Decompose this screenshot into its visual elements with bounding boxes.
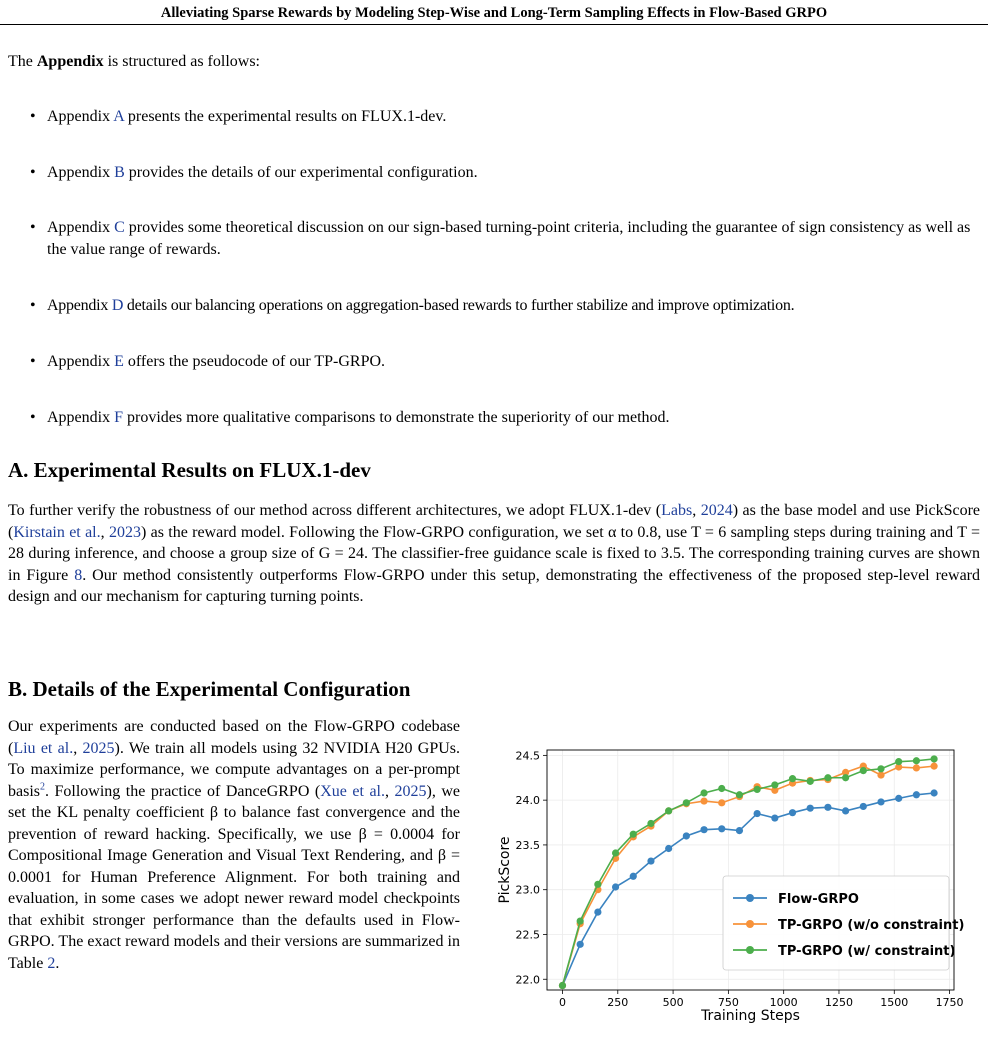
- data-point: [559, 982, 566, 989]
- item-prefix: Appendix: [47, 108, 114, 125]
- data-point: [824, 804, 831, 811]
- data-point: [754, 810, 761, 817]
- data-point: [771, 781, 778, 788]
- data-point: [612, 883, 619, 890]
- data-point: [913, 764, 920, 771]
- cite-liu[interactable]: Liu et al.: [13, 739, 74, 757]
- text-run: ,: [692, 502, 701, 519]
- cite-xue[interactable]: Xue et al.: [320, 782, 386, 800]
- intro-bold: Appendix: [36, 53, 104, 70]
- data-point: [594, 881, 601, 888]
- appendix-link-d[interactable]: D: [111, 297, 124, 314]
- cite-kirstain-year[interactable]: 2023: [108, 523, 141, 541]
- data-point: [824, 774, 831, 781]
- appendix-link-a[interactable]: A: [113, 108, 124, 125]
- y-tick-label: 22.0: [515, 973, 540, 987]
- data-point: [647, 857, 654, 864]
- bullet-icon: •: [30, 164, 36, 181]
- appendix-link-b[interactable]: B: [114, 164, 125, 181]
- intro-after: is structured as follows:: [103, 53, 260, 70]
- data-point: [736, 791, 743, 798]
- data-point: [789, 775, 796, 782]
- x-tick-label: 1500: [880, 996, 909, 1009]
- data-point: [807, 805, 814, 812]
- x-tick-label: 1000: [769, 996, 798, 1009]
- cite-kirstain[interactable]: Kirstain et al.: [13, 523, 101, 541]
- text-run: Our experiments are conducted based on the Flow-GRPO codebase (: [8, 718, 460, 757]
- item-text: presents the experimental results on FLUX.1-dev.: [123, 108, 447, 125]
- data-point: [789, 809, 796, 816]
- data-point: [736, 827, 743, 834]
- x-tick-label: 1250: [824, 996, 853, 1009]
- data-point: [718, 785, 725, 792]
- appendix-link-e[interactable]: E: [114, 353, 124, 370]
- pickscore-training-chart: [488, 738, 980, 1028]
- text-run: .: [55, 954, 60, 972]
- y-tick-label: 24.5: [515, 749, 540, 763]
- section-b-paragraph: [8, 716, 460, 1042]
- data-point: [630, 831, 637, 838]
- item-prefix: Appendix: [47, 219, 115, 236]
- y-tick-label: 24.0: [515, 794, 540, 808]
- data-point: [913, 757, 920, 764]
- item-text: provides more qualitative comparisons to demonstrate the superiority of our method.: [123, 409, 670, 426]
- text-run: To further verify the robustness of our method across different architectures, we adopt FLUX.1-dev (: [8, 502, 662, 519]
- section-a-paragraph: [8, 500, 980, 608]
- cite-xue-year[interactable]: 2025: [394, 782, 427, 800]
- data-point: [860, 803, 867, 810]
- item-prefix: Appendix: [47, 297, 112, 314]
- text-run: . Following the practice of DanceGRPO (: [45, 782, 321, 800]
- item-text: provides the details of our experimental configuration.: [124, 164, 478, 181]
- bullet-icon: •: [30, 219, 36, 236]
- data-point: [647, 820, 654, 827]
- cite-liu-year[interactable]: 2025: [82, 739, 115, 757]
- data-point: [718, 799, 725, 806]
- data-point: [630, 873, 637, 880]
- data-point: [665, 807, 672, 814]
- bullet-icon: •: [30, 409, 36, 426]
- data-point: [877, 765, 884, 772]
- section-b-title: B. Details of the Experimental Configuration: [8, 677, 411, 701]
- footnote-ref[interactable]: 2: [40, 781, 45, 793]
- data-point: [877, 771, 884, 778]
- text-run: ) as the base model and use PickScore (: [8, 502, 980, 541]
- x-axis-label: Training Steps: [701, 1008, 800, 1024]
- item-prefix: Appendix: [47, 164, 115, 181]
- data-point: [913, 791, 920, 798]
- y-tick-label: 22.5: [515, 928, 540, 942]
- bullet-icon: •: [30, 108, 36, 125]
- data-point: [718, 825, 725, 832]
- section-a-title: A. Experimental Results on FLUX.1-dev: [8, 458, 371, 482]
- text-run: ,: [100, 523, 109, 541]
- text-run: ,: [73, 739, 83, 757]
- legend: [723, 876, 964, 970]
- item-text: details our balancing operations on aggregation-based rewards to further stabilize and improve optimization.: [123, 297, 795, 314]
- legend-label: Flow-GRPO: [778, 892, 859, 907]
- text-run: . Our method consistently outperforms Flow-GRPO under this setup, demonstrating the effectiveness of the proposed step-level reward design and our mechanism for capturing turning points.: [8, 566, 981, 605]
- intro-before: The: [8, 53, 37, 70]
- data-point: [612, 849, 619, 856]
- bullet-icon: •: [30, 353, 36, 370]
- header-rule: [0, 24, 988, 25]
- data-point: [930, 755, 937, 762]
- table-ref-2[interactable]: 2: [47, 954, 56, 972]
- data-point: [930, 789, 937, 796]
- data-point: [930, 763, 937, 770]
- data-point: [577, 917, 584, 924]
- figure-ref-8[interactable]: 8: [74, 566, 83, 584]
- data-point: [594, 908, 601, 915]
- y-axis-label: PickScore: [497, 836, 513, 904]
- legend-swatch-marker: [746, 946, 754, 954]
- data-point: [577, 941, 584, 948]
- item-text: provides some theoretical discussion on our sign-based turning-point criteria, including the guarantee of sign consistency as well as the value range of rewards.: [47, 219, 971, 258]
- data-point: [683, 832, 690, 839]
- appendix-link-c[interactable]: C: [114, 219, 125, 236]
- legend-swatch-marker: [746, 920, 754, 928]
- running-title: Alleviating Sparse Rewards by Modeling Step-Wise and Long-Term Sampling Effects in Flow-Based GRPO: [160, 5, 828, 21]
- data-point: [895, 795, 902, 802]
- x-tick-label: 0: [558, 996, 566, 1009]
- data-point: [754, 786, 761, 793]
- data-point: [700, 789, 707, 796]
- x-tick-label: 500: [662, 996, 684, 1009]
- appendix-link-f[interactable]: F: [114, 409, 124, 426]
- text-run: ,: [385, 782, 395, 800]
- data-point: [700, 797, 707, 804]
- item-prefix: Appendix: [47, 353, 115, 370]
- legend-label: TP-GRPO (w/o constraint): [778, 918, 965, 933]
- data-point: [877, 798, 884, 805]
- x-tick-label: 250: [607, 996, 629, 1009]
- data-point: [683, 799, 690, 806]
- cite-labs-year[interactable]: 2024: [700, 502, 733, 519]
- data-point: [807, 778, 814, 785]
- legend-swatch-marker: [746, 894, 754, 902]
- y-tick-label: 23.0: [515, 883, 540, 897]
- data-point: [860, 767, 867, 774]
- x-tick-label: 750: [717, 996, 739, 1009]
- y-tick-label: 23.5: [515, 838, 540, 852]
- item-prefix: Appendix: [47, 409, 115, 426]
- data-point: [842, 774, 849, 781]
- data-point: [895, 758, 902, 765]
- text-run: ). We train all models using 32 NVIDIA H20 GPUs. To maximize performance, we compute advantages on a per-prompt basis: [8, 739, 460, 800]
- data-point: [771, 814, 778, 821]
- legend-label: TP-GRPO (w/ constraint): [778, 944, 956, 959]
- data-point: [700, 826, 707, 833]
- item-text: offers the pseudocode of our TP-GRPO.: [123, 353, 386, 370]
- text-run: ), we set the KL penalty coefficient β to balance fast convergence and the prevention of reward hacking. Specifically, we use β = 0.0004 for Compositional Image Generation and Visual Text Rendering, and β = 0.0001 for Human Preference Alignment. For both training and evaluation, in some cases we adopt newer reward model checkpoints that exhibit stronger performance than the defaults used in Flow-GRPO. The exact reward models and their versions are summarized in Table: [8, 782, 460, 972]
- cite-labs[interactable]: Labs: [661, 502, 693, 519]
- x-tick-label: 1750: [935, 996, 964, 1009]
- data-point: [665, 845, 672, 852]
- bullet-icon: •: [30, 297, 36, 314]
- data-point: [842, 807, 849, 814]
- appendix-intro: [8, 51, 260, 73]
- text-run: ) as the reward model. Following the Flow-GRPO configuration, we set α to 0.8, use T = 6 sampling steps during training and T = 28 during inference, and choose a group size of G = 24. The classifier-free guidance scale is fixed to 3.5. The corresponding training curves are shown in Figure: [8, 523, 981, 584]
